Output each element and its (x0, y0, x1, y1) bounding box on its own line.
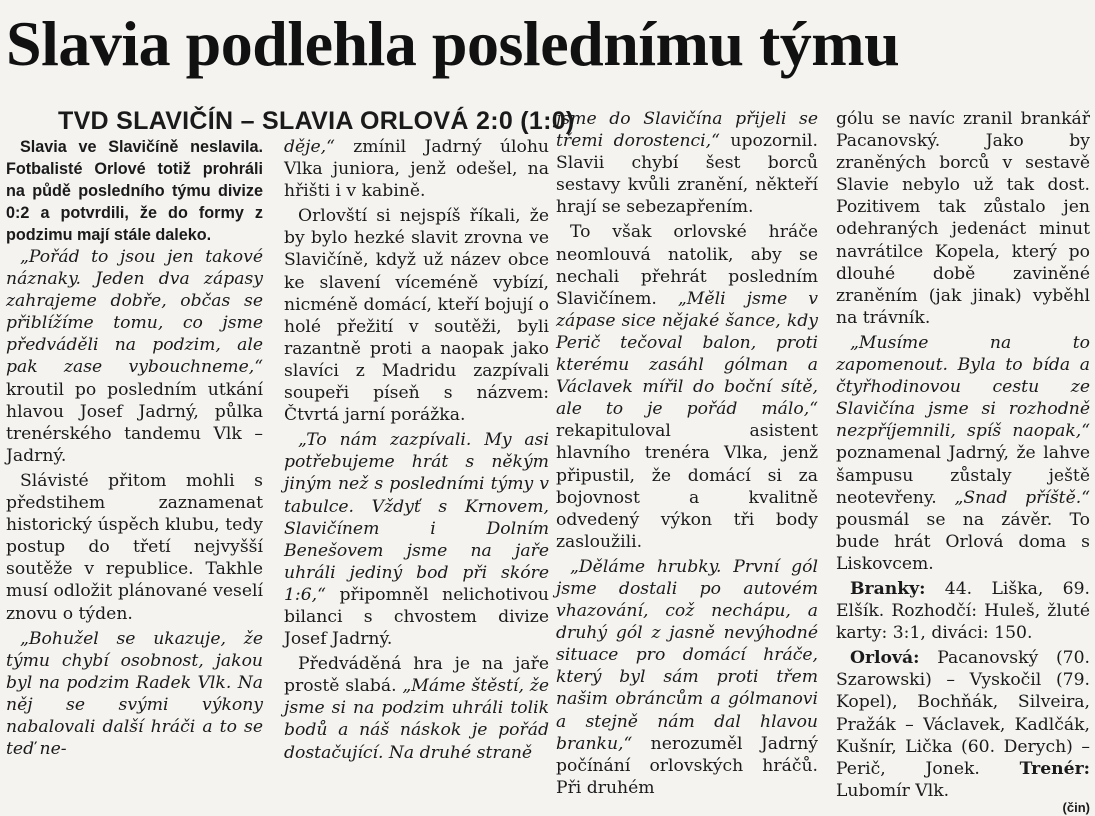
goals-paragraph (836, 578, 1090, 644)
column-1 (6, 136, 263, 760)
quote: „Máme štěstí, že jsme si na podzim uhráli tolik bodů a náš náskok je pořád dostačující. Na druhé straně (284, 676, 549, 763)
text: zmínil Jadrný úlohu Vlka juniora, jenž odešel, na hřišti i v kabině. (284, 137, 549, 202)
paragraph (6, 628, 263, 761)
paragraph (284, 429, 549, 650)
coach-label: Trenér: (1019, 758, 1090, 779)
quote: „Pořád to jsou jen takové náznaky. Jeden dva zápasy zahrajeme dobře, občas se přiblížíme tomu, co jsme předváděli na podzim, ale pak zase vybouchneme,“ (6, 247, 263, 378)
lineup-paragraph (836, 647, 1090, 802)
quote: „Musíme na to zapomenout. Byla to bída a čtyřhodinovou cestu ze Slavičína jsme si rozhodně nezpříjemnili, spíš naopak,“ (836, 332, 1090, 442)
text: poznamenal Jadrný, že lahve šampusu zůstaly ještě neotevřeny. (836, 443, 1090, 508)
paragraph (556, 221, 818, 552)
quote: děje,“ (284, 137, 335, 157)
text: To však orlovské hráče neomlouvá natolik, aby se nechali přehrát posledním Slavičínem. (556, 222, 818, 309)
paragraph: Orlovští si nejspíš říkali, že by bylo hezké slavit zrovna ve Slavičíně, když už název obce ke slavení víceméně vybízí, nicméně domácí, kteří bojují o holé přežití v soutěži, byli razantně proti a naopak jako slavíci z Madridu zazpívali soupeři píseň s názvem: Čtvrtá jarní porážka. (284, 206, 549, 426)
text: nerozuměl Jadrný počínání orlovských hráčů. Při druhém (556, 733, 818, 798)
text: připomněl nelichotivou bilanci s chvostem divize Josef Jadrný. (284, 584, 549, 650)
column-3 (556, 108, 818, 799)
quote: „Děláme hrubky. První gól jsme dostali po autovém vhazování, což nechápu, a druhý gól z jasně nevýhodné situace pro domácí hráče, který byl sám proti třem našim obráncům a gólmanovi a stejně nám dal hlavou branku,“ (556, 556, 818, 754)
author-signature: (čin) (1062, 799, 1090, 815)
paragraph (6, 246, 263, 467)
text: kroutil po posledním utkání hlavou Josef Jadrný, půlka trenérského tandemu Vlk – Jadrný. (6, 379, 263, 466)
text: Předváděná hra je na jaře prostě slabá. (284, 654, 549, 697)
quote: „Měli jsme v zápase sice nějaké šance, kdy Perič tečoval balon, proti kterému zasáhl gólman a Václavek mířil do boční sítě, ale to je pořád málo,“ (556, 288, 818, 420)
paragraph (836, 332, 1090, 575)
quote: „To nám zazpívali. My asi potřebujeme hrát s někým jiným než s posledními týmy v tabulce. Vždyť s Krnovem, Slavičínem i Dolním Benešovem jsme na jaře uhráli jediný bod při skóre 1:6,“ (284, 430, 549, 605)
text: pousmál se na závěr. To bude hrát Orlová doma s Liskovcem. (836, 509, 1090, 574)
goals-label: Branky: (850, 578, 926, 599)
paragraph (556, 556, 818, 799)
headline: Slavia podlehla poslednímu týmu (6, 8, 900, 79)
lead-paragraph: Slavia ve Slavičíně neslavila. Fotbalisté Orlové totiž prohráli na půdě posledního týmu divize 0:2 a potvrdili, že do formy z podzimu mají stále daleko. (6, 138, 263, 244)
paragraph (284, 136, 549, 202)
lineup-text: Pacanovský (70. Szarowski) – Vyskočil (79. Kopel), Bochňák, Silveira, Pražák – Václavek, Kadlčák, Kušnír, Lička (60. Derych) – Perič, Jonek. (836, 648, 1090, 779)
quote: „Bohužel se ukazuje, že týmu chybí osobnost, jakou byl na podzim Radek Vlk. Na něj se svými výkony nabalovali další hráči a to se teď ne- (6, 628, 263, 760)
coach-text: Lubomír Vlk. (836, 780, 950, 801)
paragraph (284, 653, 549, 763)
paragraph: gólu se navíc zranil brankář Pacanovský. Jako by zraněných borců v sestavě Slavie nebylo už tak dost. Pozitivem tak zůstalo jen odehraných jedenáct minut navrátilce Kopela, který po dlouhé době zaviněné zraněním (jak jinak) vyběhl na trávník. (836, 109, 1090, 328)
goals-text: 44. Liška, 69. Elšík. Rozhodčí: Huleš, žluté karty: 3:1, diváci: 150. (836, 578, 1090, 644)
column-4 (836, 108, 1090, 816)
text: upozornil. Slavii chybí šest borců sestavy kvůli zranění, někteří hrají se sebezapřením. (556, 131, 818, 218)
text: rekapituloval asistent hlavního trenéra Vlka, jenž připustil, že domácí si za bojovnost a kvalitně odvedený výkon tři body zasloužili. (556, 421, 818, 552)
team-label: Orlová: (850, 648, 920, 669)
column-2 (284, 136, 549, 764)
match-subheading: TVD SLAVIČÍN – SLAVIA ORLOVÁ 2:0 (1:0) (58, 107, 575, 135)
quote: „Snad příště.“ (954, 487, 1091, 508)
quote: jsme do Slavičína přijeli se třemi dorostenci,“ (556, 109, 818, 152)
paragraph: Slávisté přitom mohli s předstihem zaznamenat historický úspěch klubu, tedy postup do třetí nejvyšší soutěže v republice. Takhle musí odložit plánované veselí znovu o týden. (6, 470, 263, 624)
paragraph (556, 108, 818, 218)
